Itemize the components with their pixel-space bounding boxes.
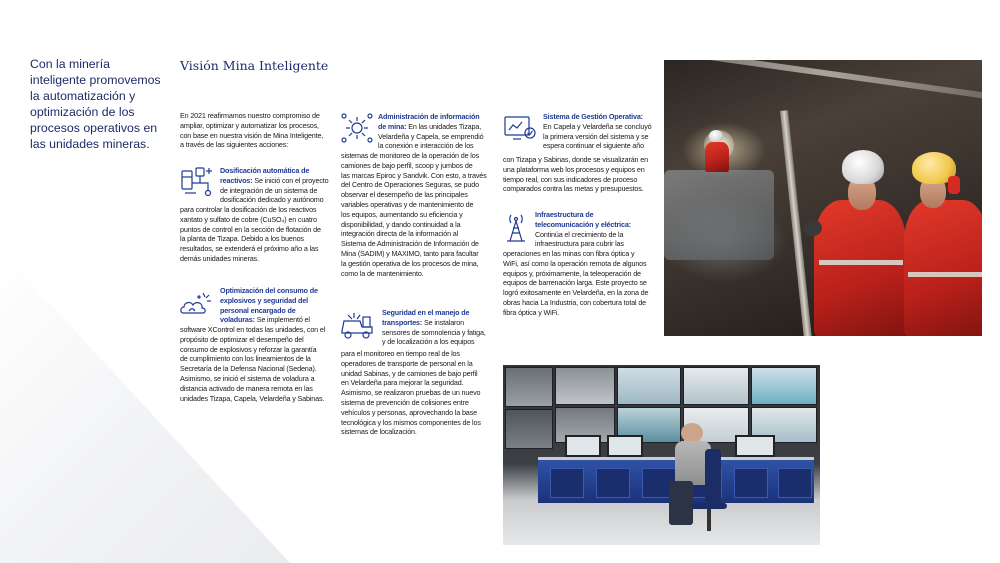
section-text: sistema de prevención de colisiones entre	[341, 397, 469, 407]
section-text: dosificación dedicado y autónomo	[220, 195, 324, 205]
section-heading: Administración de información	[378, 112, 480, 121]
lead-line: inteligente promovemos	[30, 73, 161, 87]
section-heading: de mina:	[378, 121, 407, 131]
desk-monitor	[735, 435, 775, 457]
section-heading: Seguridad en el manejo de	[382, 308, 470, 317]
section-text: las marcas Epiroc y Sandvik. Con esto, a través	[341, 170, 487, 180]
section-text: puntos de control en la sección de flotación de	[180, 224, 321, 234]
lead-line: procesos operativos en	[30, 121, 158, 135]
video-wall-screen	[751, 367, 817, 405]
section-text: como la de mantenimiento.	[341, 268, 424, 278]
section-heading: explosivos y seguridad del	[220, 295, 308, 305]
section-text: resultados, se extenderá el próximo año a las	[180, 244, 319, 254]
administracion-body	[341, 151, 501, 278]
section-heading: personal encargado de	[220, 305, 296, 315]
section-heading: transportes:	[382, 317, 423, 327]
section-text: demás unidades mineras.	[180, 253, 259, 263]
antenna-tower-icon	[502, 211, 536, 243]
section-text: la primera versión del sistema y se	[543, 131, 649, 141]
section-text: espera continuar el siguiente año	[543, 141, 644, 151]
section-text: distancia activado de manera remota en las	[180, 383, 313, 393]
lead-line: Con la minería	[30, 57, 110, 71]
section-text: obras hacia La Industria, con cobertura total de	[503, 297, 647, 307]
ceiling-cable	[664, 60, 982, 101]
section-text: la planta de Tizapa. Debido a los buenos	[180, 234, 304, 244]
section-text: consumo de explosivos y reforzar la garantía	[180, 344, 317, 354]
section-text: en Velardeña para mejorar la seguridad.	[341, 378, 464, 388]
dosificacion-body	[180, 205, 342, 264]
section-text: operadores de transporte de personal en la	[341, 358, 473, 368]
section-text: camiones de bajo perfil, scoop y jumbos de	[341, 160, 473, 170]
chair-base	[707, 509, 711, 531]
section-text: Velardeña y Capela, se emprendió	[378, 131, 484, 141]
section-text: Sistema de Administración de Información de	[341, 239, 479, 249]
section-text: disponibilidad, y dando continuidad a la	[341, 219, 461, 229]
section-text: la gestión operativa de los procesos de mina,	[341, 258, 479, 268]
section-text: Mina (SADIM) y MAXIMO, tanto para facultar	[341, 248, 479, 258]
explosivos-body	[180, 325, 342, 403]
intro-line: con base en nuestra visión de Mina Inteligente,	[180, 130, 324, 140]
desk-monitor	[565, 435, 601, 457]
section-text: sistemas de localización.	[341, 427, 417, 437]
explosivos-head	[220, 286, 342, 325]
gestion-head	[543, 112, 661, 151]
page-title: Visión Mina Inteligente	[180, 58, 329, 73]
section-text: los equipos, aumentando su eficiencia y	[341, 209, 463, 219]
section-text: Continúa el crecimiento de la	[535, 229, 624, 239]
section-heading: Dosificación automática de	[220, 166, 310, 175]
section-text: para el monitoreo en tiempo real de los	[341, 349, 460, 358]
section-heading: reactivos:	[220, 175, 253, 185]
section-text: infraestructura para cubrir las	[535, 239, 624, 249]
section-text: una plataforma web los procesos y equipos en	[503, 164, 645, 174]
dosificacion-head	[220, 166, 342, 205]
section-text: vehículos y personas, aprovechando la base	[341, 407, 477, 417]
section-text: equipos de barrenación larga. Este proyecto se	[503, 278, 647, 288]
intro-line: a través de las siguientes acciones:	[180, 140, 289, 150]
machine	[664, 170, 774, 260]
section-text: unidades Tizapa, Capela, Velardeña y Sabinas.	[180, 393, 325, 403]
lead-line: la automatización y	[30, 89, 136, 103]
intro-paragraph	[180, 111, 340, 150]
miners-photo	[664, 60, 982, 336]
explosion-cloud-icon	[179, 287, 213, 319]
section-text: WiFi, así como la operación remota de algunos	[503, 258, 647, 268]
dosing-process-icon	[180, 165, 214, 197]
section-text: Asimismo, se realizaron pruebas de un nuevo	[341, 388, 481, 398]
section-text: para controlar la dosificación de los reactivos	[180, 205, 317, 214]
section-text: software XControl en todas las unidades, con el	[180, 325, 326, 334]
section-text: tecnológica y los mismos componentes de los	[341, 417, 481, 427]
telecom-head	[535, 210, 660, 249]
section-text: variables operativas y de mantenimiento de	[341, 199, 474, 209]
video-wall-screen	[617, 367, 681, 405]
section-heading: Sistema de Gestión Operativa:	[543, 112, 643, 121]
control-room-photo	[503, 365, 820, 545]
video-wall-screen	[505, 409, 553, 449]
section-text: Se inició con el proyecto	[252, 175, 329, 185]
section-text: de cumplimiento con los lineamientos de la	[180, 354, 311, 364]
section-text: operaciones en las minas con fibra óptica y	[503, 249, 635, 258]
section-text: y de localización a los equipos	[382, 337, 475, 347]
video-wall-screen	[683, 367, 749, 405]
section-text: unidad Sabinas, y de camiones de bajo perfil	[341, 368, 478, 378]
section-text: xantato y sulfato de cobre (CuSO₄) en cuatro	[180, 214, 317, 224]
section-text: del Centro de Operaciones Seguras, se pudo	[341, 180, 479, 190]
section-text: comparados contra las metas y presupuestos.	[503, 184, 644, 194]
section-text: Se implementó el	[254, 315, 310, 325]
section-heading: Optimización del consumo de	[220, 286, 318, 295]
intro-line: En 2021 reafirmamos nuestro compromiso de	[180, 111, 320, 120]
mining-truck-icon	[340, 309, 374, 341]
transporte-head	[382, 308, 497, 347]
lead-line: las unidades mineras.	[30, 137, 150, 151]
section-text: la conexión e interacción de los	[378, 141, 474, 151]
telecom-body	[503, 249, 663, 318]
section-text: logró exitosamente en Velardeña, en la zona de	[503, 288, 649, 298]
operator-legs	[669, 481, 693, 525]
intro-line: ampliar, optimizar y automatizar los procesos,	[180, 120, 319, 130]
section-text: Secretaría de la Defensa Nacional (Sedena).	[180, 364, 317, 374]
operator-head	[681, 423, 703, 443]
section-text: tiempo real, con sus indicadores de proceso	[503, 174, 638, 184]
section-text: Asimismo, se inició el sistema de voladura a	[180, 373, 315, 383]
video-wall-screen	[555, 367, 615, 405]
lead-statement	[30, 56, 170, 152]
section-heading: voladuras:	[220, 315, 255, 325]
gear-network-icon	[340, 112, 374, 144]
section-text: con Tizapa y Sabinas, donde se visualizarán en	[503, 155, 648, 164]
section-text: de integración de un sistema de	[220, 185, 318, 195]
administracion-head	[378, 112, 498, 151]
section-text: Se instalaron	[422, 317, 464, 327]
office-chair	[705, 449, 721, 503]
section-text: sistemas de monitoreo de la operación de los	[341, 151, 480, 160]
section-text: integración directa de la información al	[341, 229, 459, 239]
lead-line: optimización de los	[30, 105, 135, 119]
section-text: sensores de somnolencia y fatiga,	[382, 327, 486, 337]
desk-monitor	[607, 435, 643, 457]
section-text: observar el desempeño de las principales	[341, 190, 468, 200]
section-heading: telecomunicación y eléctrica:	[535, 219, 631, 229]
transporte-body	[341, 349, 501, 437]
section-text: En las unidades Tizapa,	[406, 121, 482, 131]
section-text: equipos y, próximamente, la teleoperación de	[503, 268, 641, 278]
section-heading: Infraestructura de	[535, 210, 594, 219]
section-text: fibra óptica y WiFi.	[503, 307, 560, 317]
dashboard-check-icon	[503, 113, 537, 145]
section-text: En Capela y Velardeña se concluyó	[543, 121, 652, 131]
section-text: propósito de optimizar el desempeño del	[180, 334, 304, 344]
gestion-body	[503, 155, 663, 194]
video-wall-screen	[505, 367, 553, 407]
